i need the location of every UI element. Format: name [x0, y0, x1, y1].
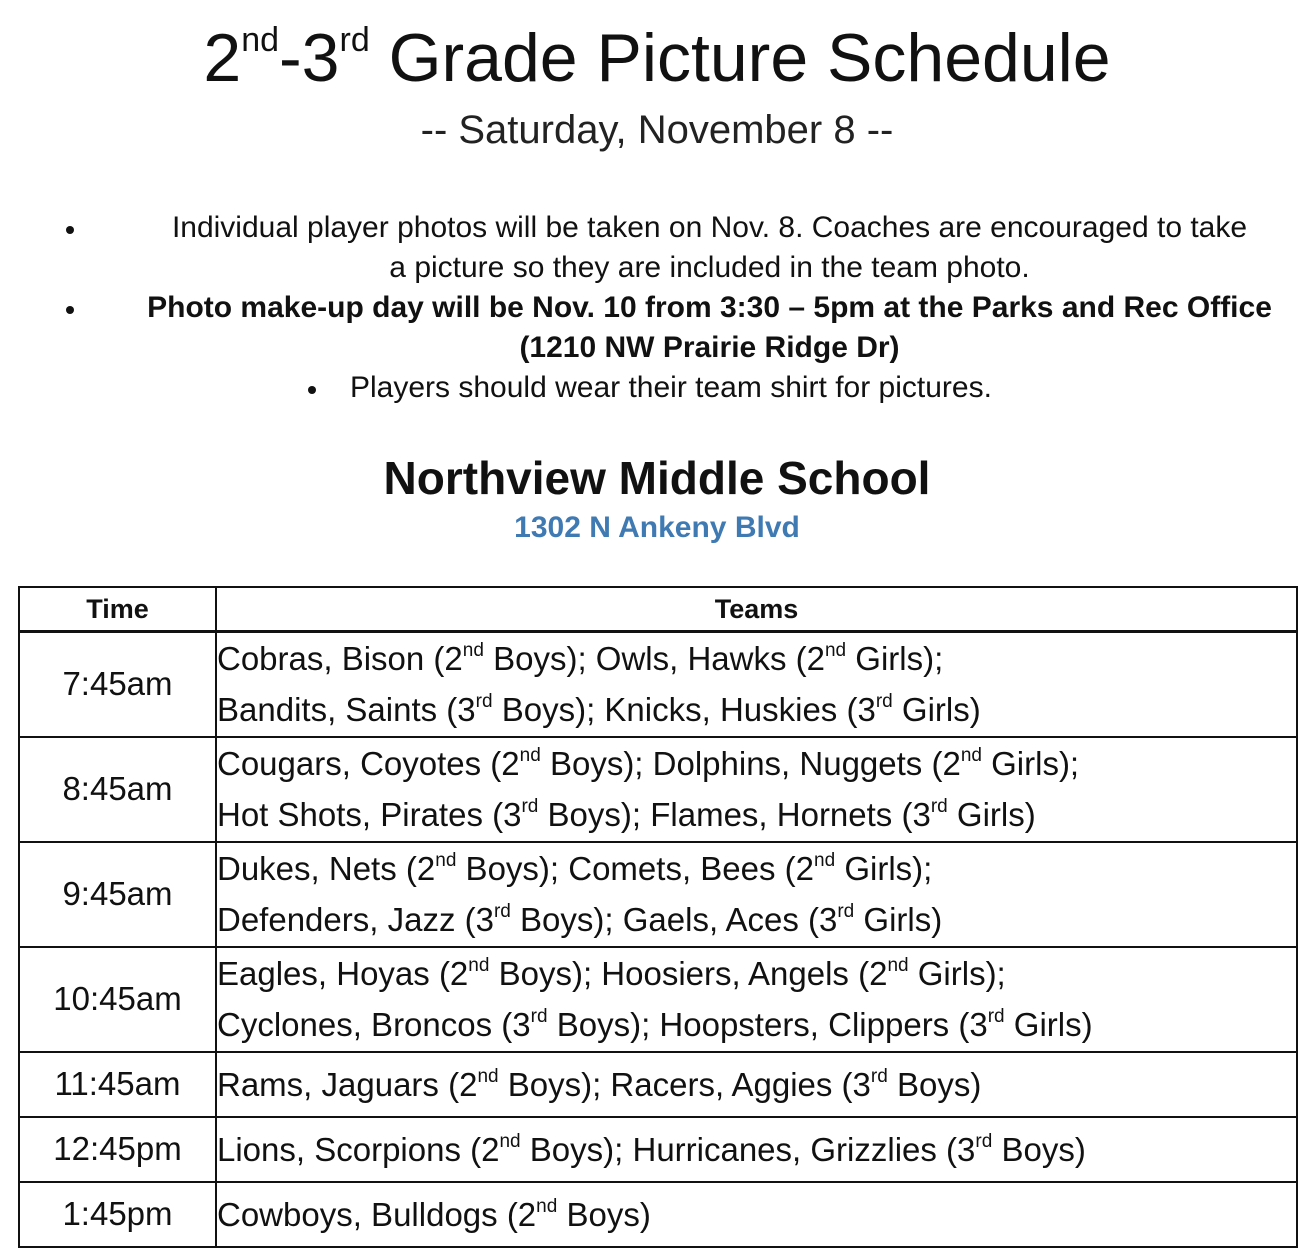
teams-text: Hot Shots, Pirates (3 [217, 796, 522, 833]
event-date: -- Saturday, November 8 -- [420, 108, 894, 152]
teams-text: Rams, Jaguars (2 [217, 1065, 478, 1103]
teams-text: Boys); Dolphins, Nuggets (2 [540, 745, 961, 782]
teams-text: Bandits, Saints (3 [217, 691, 476, 729]
teams-cell [216, 1052, 1297, 1117]
note-line: a picture so they are included in the team photo. [389, 251, 1030, 284]
teams-text: Cobras, Bison (2 [217, 640, 463, 678]
grade-superscript: nd [477, 1065, 499, 1087]
teams-text: Boys); Flames, Hornets (3 [538, 796, 931, 833]
title-part: Grade Picture Schedule [369, 20, 1111, 96]
note-individual-photos [112, 208, 1307, 288]
teams-text: Girls) [892, 691, 981, 729]
teams-text: Boys); Gaels, Aces (3 [510, 901, 838, 938]
grade-superscript: rd [870, 1065, 888, 1087]
table-row [19, 632, 1297, 737]
table-row [19, 842, 1297, 947]
note-makeup-day [112, 288, 1307, 368]
teams-text: Girls); [981, 745, 1080, 782]
title-part: -3 [279, 20, 340, 96]
teams-cell [216, 632, 1297, 737]
note-line: Individual player photos will be taken on Nov. 8. Coaches are encouraged to take [171, 211, 1248, 244]
teams-text: Boys); Hoopsters, Clippers (3 [547, 1006, 988, 1043]
teams-cell [216, 1117, 1297, 1182]
time-cell: 9:45am [19, 842, 216, 947]
note-line: Photo make-up day will be Nov. 10 from 3:30 – 5pm at the Parks and Rec Office [147, 291, 1272, 324]
grade-superscript: nd [536, 1195, 558, 1217]
teams-text: Girls) [854, 901, 943, 938]
time-cell: 12:45pm [19, 1117, 216, 1182]
teams-text: Boys); Owls, Hawks (2 [483, 640, 825, 678]
grade-superscript: rd [521, 796, 539, 817]
teams-text: Girls); [835, 850, 933, 887]
grade-superscript: rd [975, 1130, 993, 1152]
time-cell: 11:45am [19, 1052, 216, 1117]
teams-line [217, 684, 1296, 735]
grade-superscript: nd [824, 640, 847, 662]
table-header-row [19, 587, 1297, 632]
teams-cell [216, 1182, 1297, 1247]
teams-text: Boys); Comets, Bees (2 [456, 850, 815, 887]
teams-text: Boys) [992, 1130, 1086, 1168]
teams-text: Girls); [846, 640, 944, 678]
grade-superscript: rd [493, 901, 511, 922]
grade-superscript: nd [887, 955, 909, 976]
teams-line [217, 999, 1296, 1050]
teams-text: Boys); Knicks, Huskies (3 [492, 691, 876, 729]
location-name: Northview Middle School [383, 452, 931, 504]
grade-superscript: rd [875, 691, 893, 713]
location-address: 1302 N Ankeny Blvd [514, 511, 800, 544]
grade-superscript: nd [960, 745, 982, 766]
bullet-dot-icon [66, 306, 74, 314]
page-title [0, 18, 1314, 98]
bullet-dot-icon [308, 386, 316, 394]
teams-text: Girls) [947, 796, 1036, 833]
teams-cell [216, 737, 1297, 842]
teams-text: Eagles, Hoyas (2 [217, 955, 469, 992]
teams-text: Cowboys, Bulldogs (2 [217, 1195, 537, 1233]
teams-line [217, 1059, 1296, 1110]
time-cell: 7:45am [19, 632, 216, 737]
time-cell: 8:45am [19, 737, 216, 842]
teams-line [217, 1124, 1296, 1175]
grade-superscript: nd [519, 745, 541, 766]
title-superscript: nd [241, 21, 280, 59]
teams-line [217, 1189, 1296, 1240]
time-cell: 10:45am [19, 947, 216, 1052]
table-row [19, 947, 1297, 1052]
teams-line [217, 789, 1296, 840]
schedule-table [18, 586, 1298, 1248]
teams-line [217, 738, 1296, 789]
table-row [19, 1052, 1297, 1117]
teams-text: Girls); [908, 955, 1006, 992]
teams-text: Lions, Scorpions (2 [217, 1130, 500, 1168]
teams-text: Dukes, Nets (2 [217, 850, 436, 887]
teams-text: Boys); Hurricanes, Grizzlies (3 [520, 1130, 976, 1168]
grade-superscript: nd [435, 850, 457, 871]
grade-superscript: nd [468, 955, 490, 976]
teams-text: Boys); Hoosiers, Angels (2 [489, 955, 888, 992]
title-superscript: rd [339, 21, 370, 59]
title-part: 2 [203, 20, 242, 96]
note-team-shirt: Players should wear their team shirt for pictures. [350, 371, 992, 404]
teams-text: Girls) [1004, 1006, 1093, 1043]
teams-cell [216, 947, 1297, 1052]
grade-superscript: rd [475, 691, 493, 713]
column-header-time: Time [19, 587, 216, 632]
grade-superscript: rd [987, 1006, 1005, 1027]
bullet-dot-icon [66, 226, 74, 234]
table-row [19, 1182, 1297, 1247]
teams-text: Cougars, Coyotes (2 [217, 745, 520, 782]
table-row [19, 737, 1297, 842]
teams-text: Defenders, Jazz (3 [217, 901, 494, 938]
grade-superscript: nd [499, 1130, 521, 1152]
teams-line [217, 843, 1296, 894]
column-header-teams: Teams [216, 587, 1297, 632]
teams-text: Boys); Racers, Aggies (3 [498, 1065, 871, 1103]
grade-superscript: rd [530, 1006, 548, 1027]
teams-line [217, 894, 1296, 945]
teams-line [217, 633, 1296, 684]
schedule-table-body [19, 632, 1297, 1247]
time-cell: 1:45pm [19, 1182, 216, 1247]
grade-superscript: nd [462, 640, 484, 662]
grade-superscript: nd [814, 850, 836, 871]
grade-superscript: rd [837, 901, 855, 922]
table-row [19, 1117, 1297, 1182]
teams-text: Boys) [557, 1195, 651, 1233]
teams-text: Cyclones, Broncos (3 [217, 1006, 531, 1043]
note-line: (1210 NW Prairie Ridge Dr) [519, 331, 900, 364]
grade-superscript: rd [930, 796, 948, 817]
teams-cell [216, 842, 1297, 947]
teams-text: Boys) [887, 1065, 982, 1103]
teams-line [217, 948, 1296, 999]
